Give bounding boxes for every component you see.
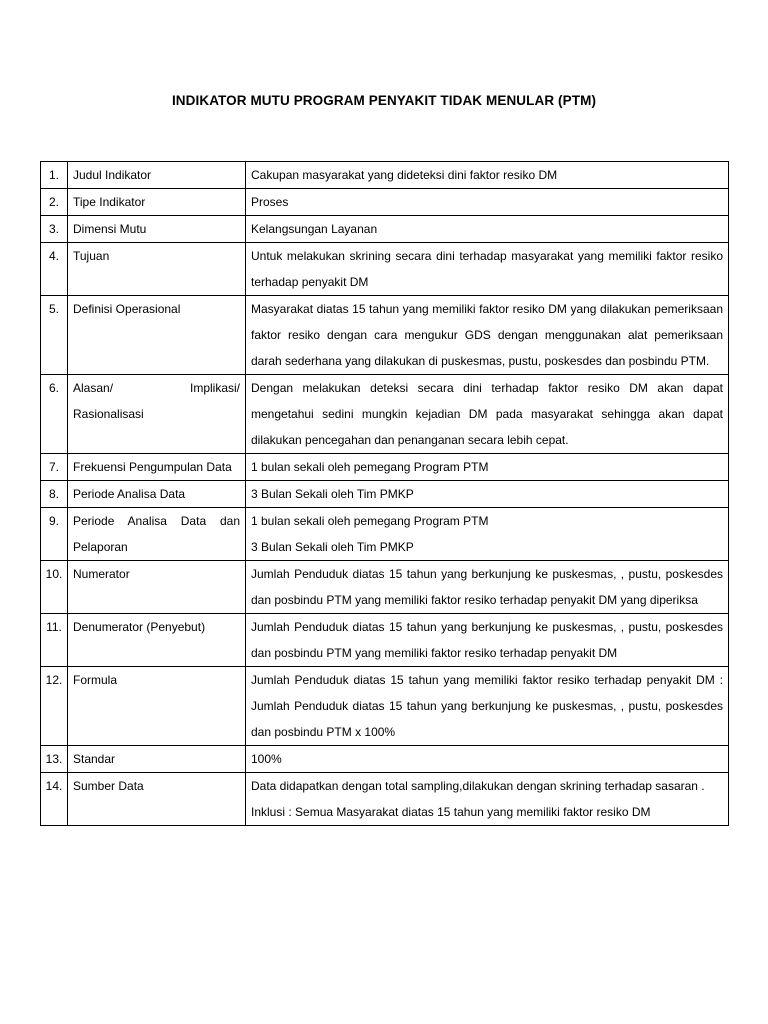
row-number: 2.: [41, 189, 68, 216]
row-label: Periode Analisa Data dan Pelaporan: [68, 508, 246, 561]
row-label: Frekuensi Pengumpulan Data: [68, 454, 246, 481]
row-value: [246, 667, 729, 746]
row-value: [246, 561, 729, 614]
row-value-text: 1 bulan sekali oleh pemegang Program PTM: [251, 460, 489, 474]
indicator-table: [40, 161, 729, 826]
table-row-3: [41, 216, 729, 243]
table-row-12: [41, 667, 729, 746]
row-label: Judul Indikator: [68, 162, 246, 189]
row-value: [246, 508, 729, 561]
table-row-14: [41, 773, 729, 826]
row-number: 14.: [41, 773, 68, 826]
row-value: [246, 243, 729, 296]
indicator-table-body: [41, 162, 729, 826]
row-number: 1.: [41, 162, 68, 189]
row-value: [246, 746, 729, 773]
row-number: 4.: [41, 243, 68, 296]
table-row-13: [41, 746, 729, 773]
table-row-8: [41, 481, 729, 508]
row-label: Denumerator (Penyebut): [68, 614, 246, 667]
row-value-text: Jumlah Penduduk diatas 15 tahun yang memiliki faktor resiko terhadap penyakit DM : Jumlah Penduduk diatas 15 tahun yang berkunjung ke puskesmas, , pustu, poskesdes dan posbindu PTM x 100%: [251, 673, 723, 739]
table-row-4: [41, 243, 729, 296]
row-value-text: Masyarakat diatas 15 tahun yang memiliki faktor resiko DM yang dilakukan pemeriksaan faktor resiko dengan cara mengukur GDS dengan menggunakan alat pemeriksaan darah sederhana yang dilakukan di puskesmas, pustu, poskesdes dan posbindu PTM.: [251, 302, 723, 368]
table-row-7: [41, 454, 729, 481]
row-value-text: Kelangsungan Layanan: [251, 222, 378, 236]
row-value-text: Jumlah Penduduk diatas 15 tahun yang berkunjung ke puskesmas, , pustu, poskesdes dan posbindu PTM yang memiliki faktor resiko terhadap penyakit DM yang diperiksa: [251, 567, 723, 607]
row-number: 3.: [41, 216, 68, 243]
page-title: INDIKATOR MUTU PROGRAM PENYAKIT TIDAK MENULAR (PTM): [171, 93, 597, 108]
row-value: [246, 162, 729, 189]
table-row-10: [41, 561, 729, 614]
row-number: 5.: [41, 296, 68, 375]
row-value: [246, 216, 729, 243]
row-label: Sumber Data: [68, 773, 246, 826]
row-value-text: Data didapatkan dengan total sampling,dilakukan dengan skrining terhadap sasaran .: [251, 779, 705, 793]
table-row-2: [41, 189, 729, 216]
row-value-text: Untuk melakukan skrining secara dini terhadap masyarakat yang memiliki faktor resiko terhadap penyakit DM: [251, 249, 723, 289]
table-row-1: [41, 162, 729, 189]
row-number: 11.: [41, 614, 68, 667]
row-value: [246, 614, 729, 667]
row-label: Formula: [68, 667, 246, 746]
table-row-6: [41, 375, 729, 454]
row-label: Definisi Operasional: [68, 296, 246, 375]
row-number: 13.: [41, 746, 68, 773]
row-number: 7.: [41, 454, 68, 481]
row-value-text: 1 bulan sekali oleh pemegang Program PTM: [251, 514, 489, 528]
row-value: [246, 375, 729, 454]
row-label: Alasan/ Implikasi/ Rasionalisasi: [68, 375, 246, 454]
row-label: Numerator: [68, 561, 246, 614]
row-value-text: 3 Bulan Sekali oleh Tim PMKP: [251, 487, 414, 501]
row-label: Periode Analisa Data: [68, 481, 246, 508]
row-value-text: 3 Bulan Sekali oleh Tim PMKP: [251, 540, 414, 554]
row-number: 9.: [41, 508, 68, 561]
table-row-9: [41, 508, 729, 561]
row-value-text: Dengan melakukan deteksi secara dini terhadap faktor resiko DM akan dapat mengetahui sedini mungkin kejadian DM pada masyarakat sehingga akan dapat dilakukan pencegahan dan penanganan secara lebih cepat.: [251, 381, 723, 447]
row-value: [246, 481, 729, 508]
row-value: [246, 296, 729, 375]
row-label: Tipe Indikator: [68, 189, 246, 216]
row-value: [246, 189, 729, 216]
row-value-text: Inklusi : Semua Masyarakat diatas 15 tahun yang memiliki faktor resiko DM: [251, 805, 651, 819]
row-number: 10.: [41, 561, 68, 614]
row-number: 8.: [41, 481, 68, 508]
table-row-5: [41, 296, 729, 375]
row-value-text: Jumlah Penduduk diatas 15 tahun yang berkunjung ke puskesmas, , pustu, poskesdes dan posbindu PTM yang memiliki faktor resiko terhadap penyakit DM: [251, 620, 723, 660]
table-row-11: [41, 614, 729, 667]
row-number: 12.: [41, 667, 68, 746]
row-label: Dimensi Mutu: [68, 216, 246, 243]
row-label: Tujuan: [68, 243, 246, 296]
row-value: [246, 773, 729, 826]
row-number: 6.: [41, 375, 68, 454]
row-value-text: 100%: [251, 752, 282, 766]
row-value-text: Proses: [251, 195, 289, 209]
row-label: Standar: [68, 746, 246, 773]
row-value: [246, 454, 729, 481]
row-value-text: Cakupan masyarakat yang dideteksi dini faktor resiko DM: [251, 168, 558, 182]
